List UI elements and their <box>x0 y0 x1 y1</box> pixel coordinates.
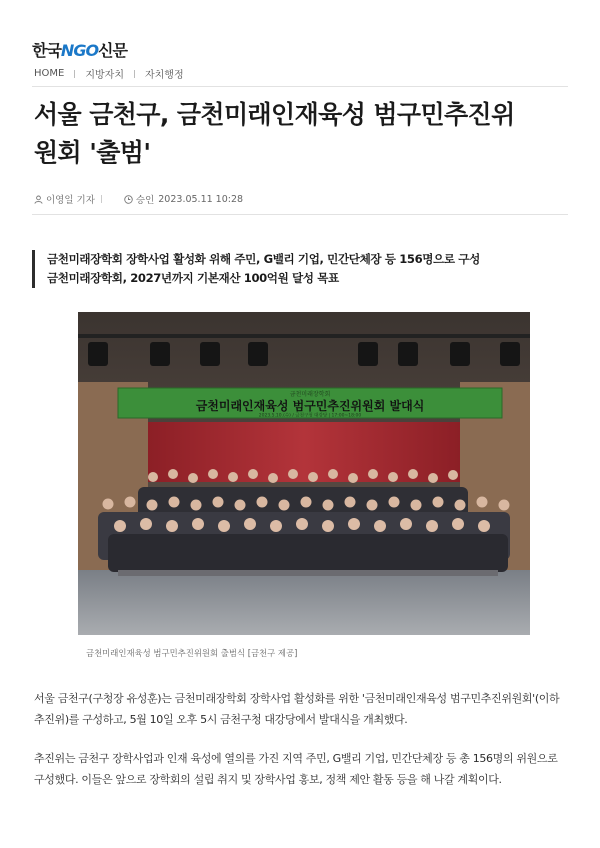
divider <box>32 86 568 87</box>
photo-caption: 금천미래인재육성 범구민추진위원회 출범식 [금천구 제공] <box>86 648 298 658</box>
banner-top-text: 금천미래장학회 <box>289 391 331 398</box>
site-logo[interactable] <box>32 38 127 61</box>
breadcrumb-subsection[interactable]: 자치행정 <box>144 70 184 81</box>
article-meta <box>34 192 243 206</box>
article-headline <box>34 96 570 172</box>
divider <box>32 214 568 215</box>
meta-divider <box>101 195 102 203</box>
summary-line-1: 금천미래장학회 장학사업 활성화 위해 주민, G밸리 기업, 민간단체장 등 156명으로 구성 <box>47 252 480 266</box>
body-paragraph-1: 서울 금천구(구청장 유성훈)는 금천미래장학회 장학사업 활성화를 위한 '금천미래인재육성 범구민추진위원회'(이하 추진위)를 구성하고, 5월 10일 오후 5시 금천구청 대강당에서 발대식을 개최했다. <box>34 692 560 726</box>
body-paragraph-2: 추진위는 금천구 장학사업과 인재 육성에 열의를 가진 지역 주민, G밸리 기업, 민간단체장 등 총 156명의 위원으로 구성했다. 이들은 앞으로 장학회의 설립 취지 및 장학사업 홍보, 정책 제안 활동 등을 해 나갈 계획이다. <box>34 752 558 786</box>
event-photo-illustration <box>78 312 530 635</box>
breadcrumb-divider <box>74 70 75 78</box>
logo-text-ngo: NGO <box>60 41 99 60</box>
headline-line-2: 원회 '출범' <box>34 138 151 167</box>
approved-date: 2023.05.11 10:28 <box>158 193 244 205</box>
breadcrumb-divider <box>134 70 135 78</box>
breadcrumb-home[interactable]: HOME <box>34 68 65 79</box>
breadcrumb-section[interactable]: 지방자치 <box>85 70 124 81</box>
clock-icon <box>124 195 133 204</box>
article-summary <box>32 250 572 288</box>
reporter-name[interactable]: 이영일 기자 <box>46 195 95 206</box>
headline-line-1: 서울 금천구, 금천미래인재육성 범구민추진위 <box>34 100 515 129</box>
user-icon <box>34 195 43 204</box>
logo-text-pre: 한국 <box>32 41 61 60</box>
banner-main-text: 금천미래인재육성 범구민추진위원회 발대식 <box>195 399 425 413</box>
breadcrumb <box>34 66 184 81</box>
banner-sub-text: 2023.5.10.(수) / 금천구청 대강당 | 17:00~18:00 <box>258 413 362 419</box>
logo-text-post: 신문 <box>98 41 127 60</box>
article-photo[interactable] <box>78 312 530 635</box>
approved-label: 승인 <box>135 195 155 206</box>
summary-line-2: 금천미래장학회, 2027년까지 기본재산 100억원 달성 목표 <box>47 271 339 285</box>
